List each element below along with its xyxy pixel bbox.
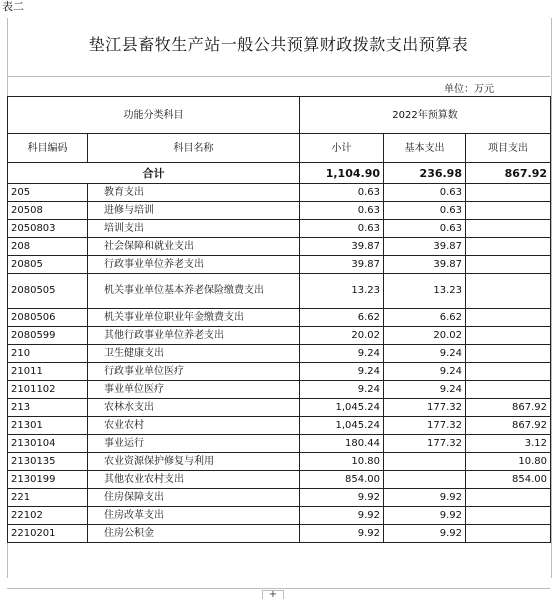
table-row — [8, 363, 551, 381]
cell-basic[interactable]: 9.92 — [384, 525, 466, 543]
total-project: 867.92 — [466, 163, 551, 184]
cell-name[interactable]: 农业资源保护修复与利用 — [88, 453, 300, 471]
cell-subtotal[interactable]: 9.24 — [300, 381, 384, 399]
cell-name[interactable]: 卫生健康支出 — [88, 345, 300, 363]
cell-subtotal[interactable]: 9.92 — [300, 489, 384, 507]
cell-subtotal[interactable]: 854.00 — [300, 471, 384, 489]
cell-subtotal[interactable]: 0.63 — [300, 184, 384, 202]
cell-name[interactable]: 教育支出 — [88, 184, 300, 202]
cell-project[interactable]: 867.92 — [466, 417, 551, 435]
cell-basic[interactable]: 9.24 — [384, 363, 466, 381]
cell-code[interactable]: 2050803 — [8, 220, 88, 238]
cell-code[interactable]: 210 — [8, 345, 88, 363]
cell-basic[interactable]: 0.63 — [384, 220, 466, 238]
unit-row — [7, 76, 550, 97]
cell-basic[interactable]: 13.23 — [384, 274, 466, 309]
cell-basic[interactable]: 9.92 — [384, 489, 466, 507]
cell-project[interactable] — [466, 238, 551, 256]
header-func-category: 功能分类科目 — [8, 97, 300, 134]
cell-name[interactable]: 培训支出 — [88, 220, 300, 238]
cell-project[interactable] — [466, 525, 551, 543]
cell-code[interactable]: 2210201 — [8, 525, 88, 543]
cell-code[interactable]: 213 — [8, 399, 88, 417]
cell-subtotal[interactable]: 0.63 — [300, 220, 384, 238]
plus-icon[interactable]: + — [262, 590, 284, 599]
table-row — [8, 202, 551, 220]
cell-subtotal[interactable]: 0.63 — [300, 202, 384, 220]
cell-project[interactable]: 854.00 — [466, 471, 551, 489]
total-label: 合计 — [8, 163, 300, 184]
cell-subtotal[interactable]: 39.87 — [300, 256, 384, 274]
cell-subtotal[interactable]: 1,045.24 — [300, 417, 384, 435]
cell-name[interactable]: 住房保障支出 — [88, 489, 300, 507]
table-row — [8, 327, 551, 345]
cell-code[interactable]: 20508 — [8, 202, 88, 220]
cell-project[interactable] — [466, 489, 551, 507]
table-row — [8, 489, 551, 507]
table-row — [8, 184, 551, 202]
cell-subtotal[interactable]: 180.44 — [300, 435, 384, 453]
cell-name[interactable]: 机关事业单位基本养老保险缴费支出 — [88, 274, 300, 309]
cell-code[interactable]: 22102 — [8, 507, 88, 525]
cell-basic[interactable]: 9.92 — [384, 507, 466, 525]
header-subtotal: 小计 — [300, 134, 384, 163]
cell-subtotal[interactable]: 6.62 — [300, 309, 384, 327]
cell-subtotal[interactable]: 10.80 — [300, 453, 384, 471]
cell-project[interactable]: 3.12 — [466, 435, 551, 453]
cell-basic[interactable]: 177.32 — [384, 417, 466, 435]
cell-project[interactable] — [466, 363, 551, 381]
cell-code[interactable]: 20805 — [8, 256, 88, 274]
cell-name[interactable]: 住房改革支出 — [88, 507, 300, 525]
cell-project[interactable] — [466, 507, 551, 525]
table-row — [8, 220, 551, 238]
cell-project[interactable] — [466, 184, 551, 202]
cell-code[interactable]: 2080505 — [8, 274, 88, 309]
header-basic: 基本支出 — [384, 134, 466, 163]
cell-code[interactable]: 2080506 — [8, 309, 88, 327]
total-subtotal: 1,104.90 — [300, 163, 384, 184]
cell-subtotal[interactable]: 1,045.24 — [300, 399, 384, 417]
table-row — [8, 274, 551, 309]
cell-subtotal[interactable]: 9.92 — [300, 507, 384, 525]
cell-basic[interactable]: 39.87 — [384, 238, 466, 256]
cell-project[interactable]: 867.92 — [466, 399, 551, 417]
cell-subtotal[interactable]: 9.24 — [300, 345, 384, 363]
table-row — [8, 471, 551, 489]
cell-subtotal[interactable]: 9.24 — [300, 363, 384, 381]
cell-name[interactable]: 农林水支出 — [88, 399, 300, 417]
table-row — [8, 417, 551, 435]
cell-basic[interactable]: 6.62 — [384, 309, 466, 327]
unit-label: 单位：万元 — [444, 84, 494, 95]
sheet-tab-label[interactable]: 表二 — [2, 0, 24, 13]
cell-name[interactable]: 事业单位医疗 — [88, 381, 300, 399]
table-row — [8, 525, 551, 543]
cell-name[interactable]: 其他农业农村支出 — [88, 471, 300, 489]
cell-project[interactable] — [466, 256, 551, 274]
cell-basic[interactable] — [384, 471, 466, 489]
cell-basic[interactable]: 20.02 — [384, 327, 466, 345]
cell-code[interactable]: 2130199 — [8, 471, 88, 489]
cell-name[interactable]: 行政事业单位养老支出 — [88, 256, 300, 274]
cell-basic[interactable] — [384, 453, 466, 471]
total-row — [8, 163, 551, 184]
header-project: 项目支出 — [466, 134, 551, 163]
budget-table — [7, 96, 551, 543]
table-row — [8, 399, 551, 417]
cell-project[interactable] — [466, 345, 551, 363]
cell-project[interactable] — [466, 220, 551, 238]
cell-name[interactable]: 行政事业单位医疗 — [88, 363, 300, 381]
cell-name[interactable]: 社会保障和就业支出 — [88, 238, 300, 256]
table-row — [8, 435, 551, 453]
cell-code[interactable]: 21301 — [8, 417, 88, 435]
cell-basic[interactable]: 177.32 — [384, 435, 466, 453]
cell-subtotal[interactable]: 20.02 — [300, 327, 384, 345]
cell-basic[interactable]: 39.87 — [384, 256, 466, 274]
cell-project[interactable] — [466, 381, 551, 399]
cell-name[interactable]: 农业农村 — [88, 417, 300, 435]
cell-basic[interactable]: 9.24 — [384, 381, 466, 399]
cell-code[interactable]: 2101102 — [8, 381, 88, 399]
cell-code[interactable]: 221 — [8, 489, 88, 507]
cell-basic[interactable]: 0.63 — [384, 184, 466, 202]
cell-name[interactable]: 进修与培训 — [88, 202, 300, 220]
cell-code[interactable]: 2130135 — [8, 453, 88, 471]
header-code: 科目编码 — [8, 134, 88, 163]
cell-name[interactable]: 事业运行 — [88, 435, 300, 453]
page-title: 垫江县畜牧生产站一般公共预算财政拨款支出预算表 — [88, 35, 469, 54]
cell-code[interactable]: 205 — [8, 184, 88, 202]
table-row — [8, 345, 551, 363]
cell-subtotal[interactable]: 9.92 — [300, 525, 384, 543]
cell-project[interactable] — [466, 309, 551, 327]
cell-basic[interactable]: 0.63 — [384, 202, 466, 220]
cell-basic[interactable]: 9.24 — [384, 345, 466, 363]
cell-name[interactable]: 住房公积金 — [88, 525, 300, 543]
cell-code[interactable]: 208 — [8, 238, 88, 256]
cell-code[interactable]: 2080599 — [8, 327, 88, 345]
table-row — [8, 238, 551, 256]
cell-code[interactable]: 2130104 — [8, 435, 88, 453]
cell-project[interactable] — [466, 202, 551, 220]
table-row — [8, 507, 551, 525]
cell-name[interactable]: 其他行政事业单位养老支出 — [88, 327, 300, 345]
total-basic: 236.98 — [384, 163, 466, 184]
table-row — [8, 453, 551, 471]
table-row — [8, 256, 551, 274]
cell-basic[interactable]: 177.32 — [384, 399, 466, 417]
table-row — [8, 381, 551, 399]
cell-project[interactable]: 10.80 — [466, 453, 551, 471]
cell-project[interactable] — [466, 327, 551, 345]
cell-subtotal[interactable]: 13.23 — [300, 274, 384, 309]
cell-name[interactable]: 机关事业单位职业年金缴费支出 — [88, 309, 300, 327]
header-year-budget: 2022年预算数 — [300, 97, 551, 134]
cell-project[interactable] — [466, 274, 551, 309]
table-row — [8, 309, 551, 327]
cell-code[interactable]: 21011 — [8, 363, 88, 381]
cell-subtotal[interactable]: 39.87 — [300, 238, 384, 256]
header-name: 科目名称 — [88, 134, 300, 163]
